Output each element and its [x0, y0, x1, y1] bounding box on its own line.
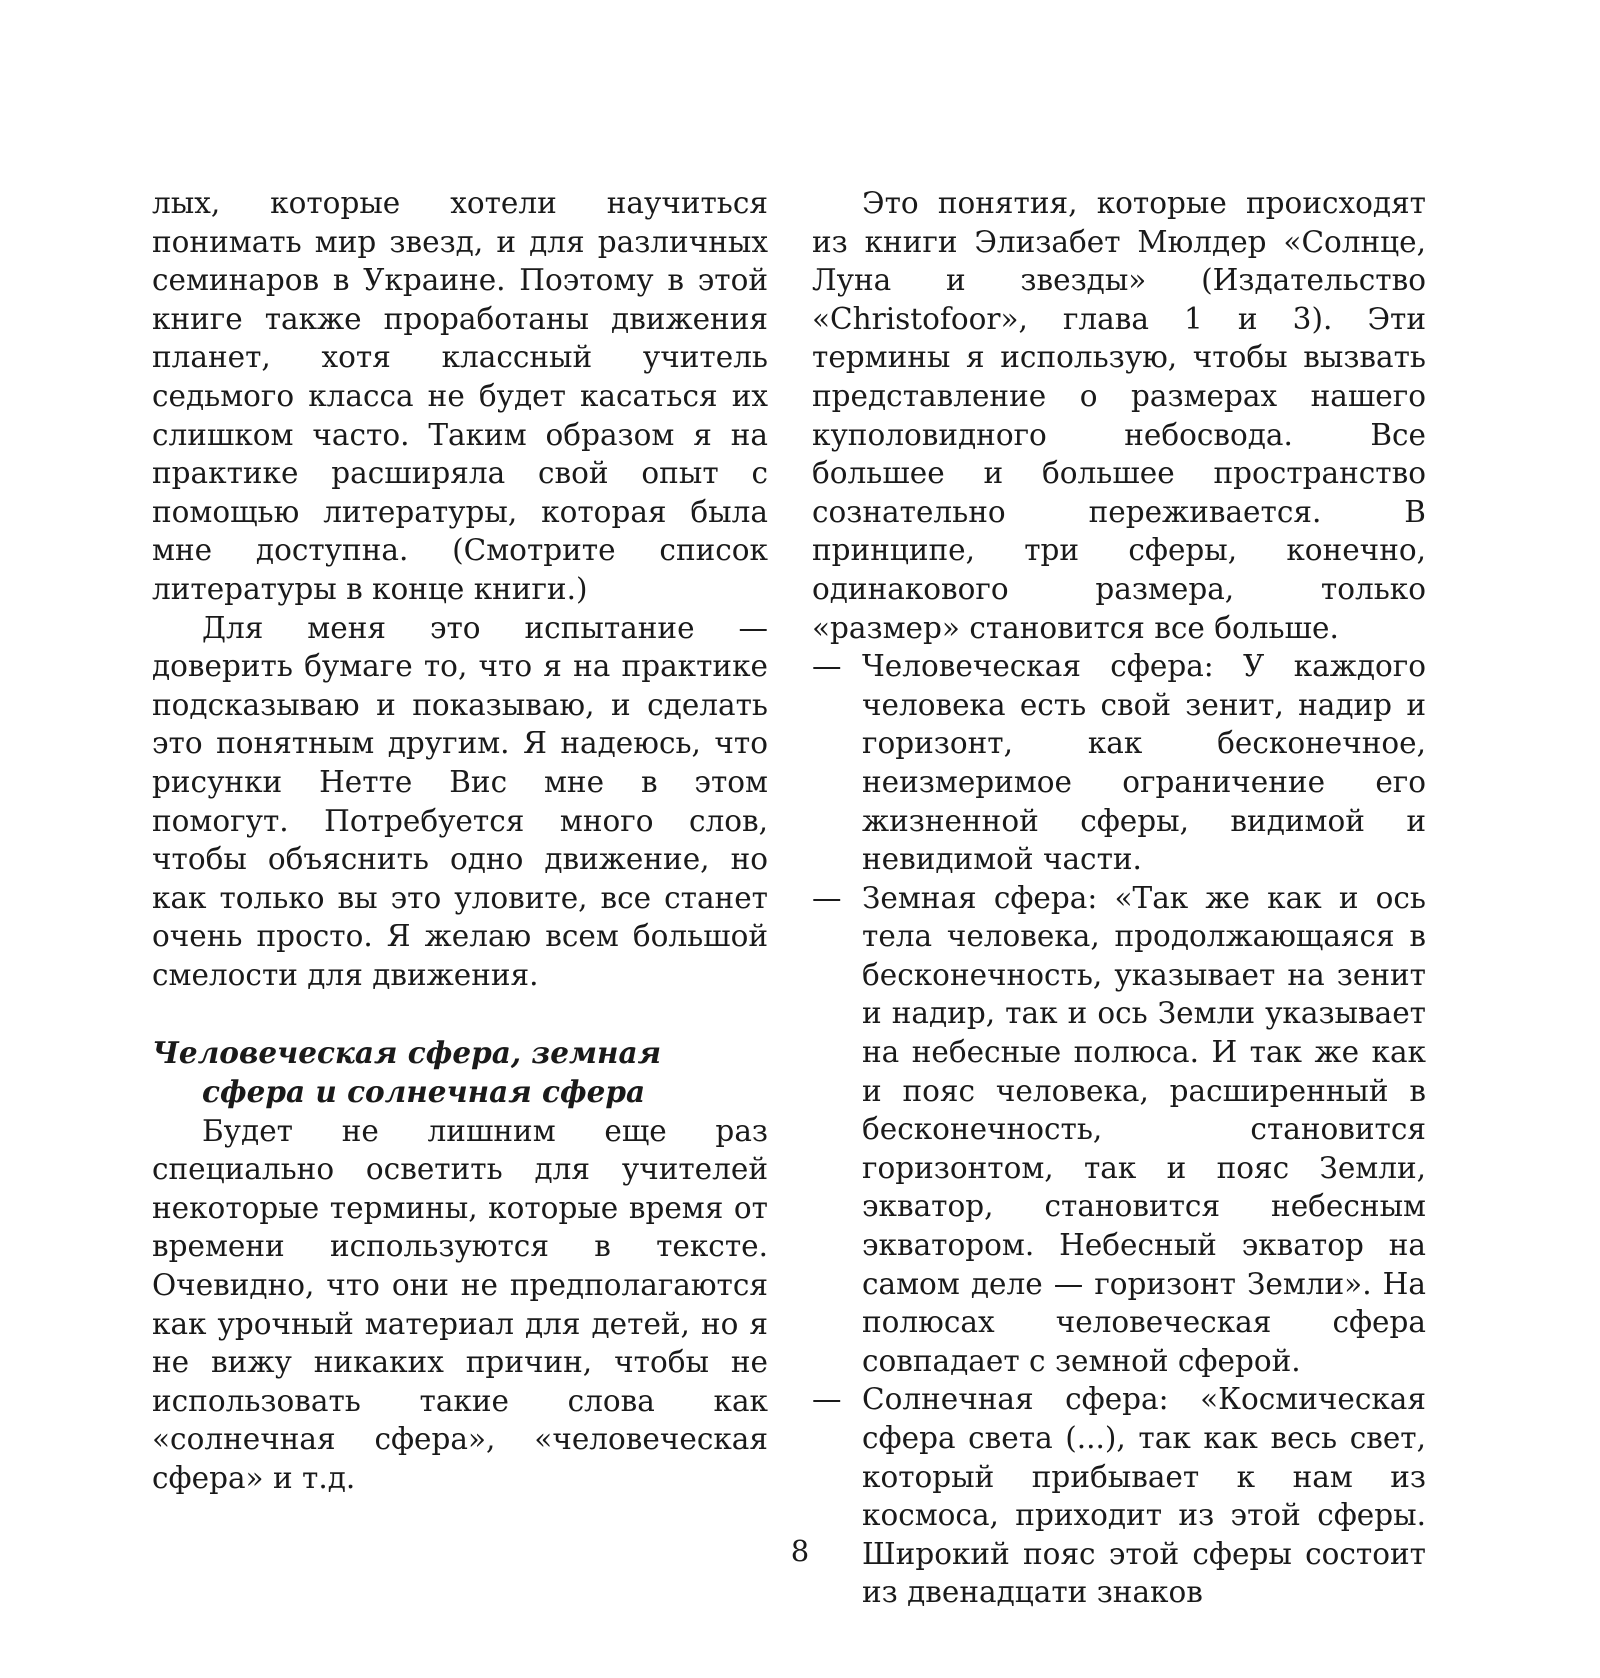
section-heading: Человеческая сфера, земная сфера и солнечная сфера [152, 1035, 662, 1110]
dash-marker: — [812, 649, 842, 684]
paragraph-intro-challenge: Для меня это испытание — доверить бумаге то, что я на практике подсказываю и показываю, и сделать это понятным другим. Я надеюсь, что рисунки Нетте Вис мне в этом помогут. Потребуется много слов, чтобы объяснить одно движение, но как только вы это уловите, все станет очень просто. Я желаю всем большой смелости для движения. [152, 610, 768, 992]
list-item-sun-sphere [812, 1380, 1426, 1612]
paragraph-continuation: лых, которые хотели научиться понимать мир звезд, и для различных семинаров в Украине. Поэтому в этой книге также проработаны движения планет, хотя классный учитель седьмого класса не будет касаться их слишком часто. Таким образом я на практике расширяла свой опыт с помощью литературы, которая была мне доступна. (Смотрите список литературы в конце книги.) [152, 186, 768, 606]
list-item-text: Солнечная сфера: «Космическая сфера света (...), так как весь свет, который прибывает к нам из космоса, приходит из этой сферы. Широкий пояс этой сферы состоит из двенадцати знаков [862, 1382, 1426, 1610]
left-column [152, 184, 768, 1498]
dash-marker: — [812, 1382, 842, 1417]
paragraph-concepts: Это понятия, которые происходят из книги Элизабет Мюлдер «Солнце, Луна и звезды» (Издательство «Christofoor», глава 1 и 3). Эти термины я использую, чтобы вызвать представление о размерах нашего куполовидного небосвода. Все большее и большее пространство сознательно переживается. В принципе, три сферы, конечно, одинакового размера, только «размер» становится все больше. [812, 186, 1426, 645]
list-item-earth-sphere [812, 879, 1426, 1381]
page-number: 8 [790, 1534, 810, 1568]
list-item-human-sphere [812, 647, 1426, 879]
paragraph-terms: Будет не лишним еще раз специально осветить для учителей некоторые термины, которые время от времени используются в тексте. Очевидно, что они не предполагаются как урочный материал для детей, но я не вижу никаких причин, чтобы не использовать такие слова как «солнечная сфера», «человеческая сфера» и т.д. [152, 1113, 768, 1495]
list-item-text: Человеческая сфера: У каждого человека есть свой зенит, надир и горизонт, как бесконечное, неизмеримое ограничение его жизненной сферы, видимой и невидимой части. [862, 649, 1426, 877]
list-item-text: Земная сфера: «Так же как и ось тела человека, продолжающаяся в бесконечность, указывает на зенит и надир, так и ось Земли указывает на небесные полюса. И так же как и пояс человека, расширенный в бесконечность, становится горизонтом, так и пояс Земли, экватор, становится небесным экватором. Небесный экватор на самом деле — горизонт Земли». На полюсах человеческая сфера совпадает с земной сферой. [862, 880, 1426, 1378]
right-column [812, 184, 1426, 1612]
sphere-list [812, 647, 1426, 1612]
dash-marker: — [812, 880, 842, 915]
